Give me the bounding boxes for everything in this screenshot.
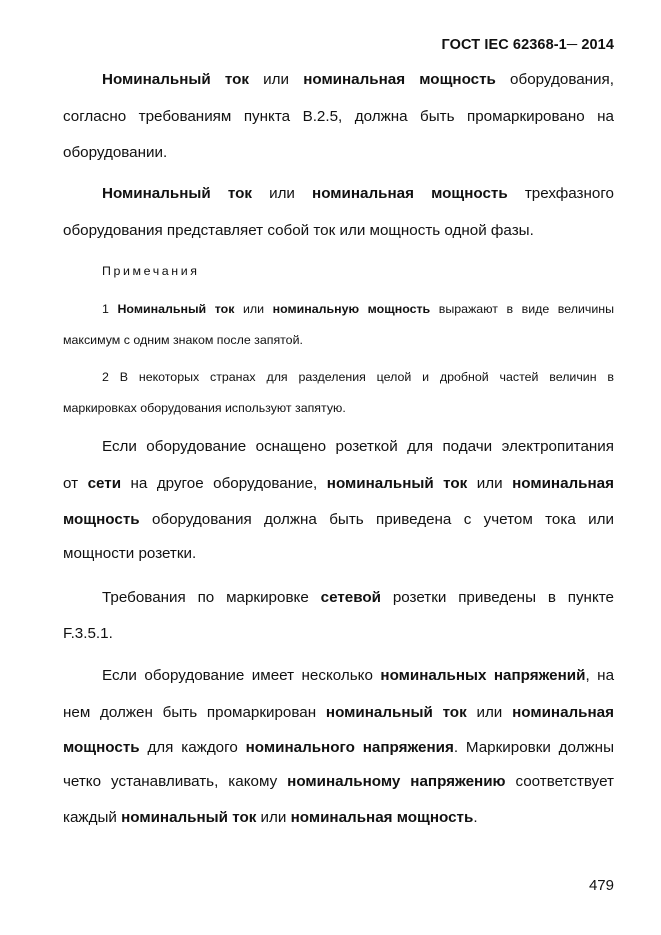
text-run: . Маркировки должны — [453, 739, 614, 756]
text-line — [63, 773, 614, 790]
text-line — [63, 302, 614, 316]
text-run: Если оборудование имеет несколько — [102, 667, 381, 684]
bold-term: номинальная — [512, 475, 614, 492]
text-run: оборудования представляет собой ток или мощность одной фазы. — [63, 222, 534, 239]
text-run: или — [466, 704, 513, 721]
text-run: максимум с одним знаком после запятой. — [63, 333, 303, 347]
text-run: или — [251, 185, 313, 202]
text-run: соответствует — [505, 773, 614, 790]
bold-term: номинальный ток — [326, 475, 468, 492]
text-line — [63, 333, 614, 347]
text-line — [63, 144, 614, 161]
bold-term: мощность — [63, 739, 140, 756]
bold-term: номинального напряжения — [245, 739, 454, 756]
text-run: нем должен быть промаркирован — [63, 704, 326, 721]
text-line — [63, 809, 614, 826]
text-line — [63, 475, 614, 492]
text-run: 1 — [102, 302, 118, 316]
text-run: F.3.5.1. — [63, 625, 113, 642]
document-header: ГОСТ IEC 62368-1─ 2014 — [441, 37, 614, 53]
note-1 — [63, 302, 614, 316]
text-run: 2 В некоторых странах для разделения целой и дробной частей величин в — [102, 370, 614, 384]
text-run: оборудовании. — [63, 144, 168, 161]
note-2 — [63, 370, 614, 384]
paragraph-mains-socket-line2 — [63, 625, 614, 642]
page-number: 479 — [588, 877, 614, 894]
paragraph-multiple-voltages-line5 — [63, 809, 614, 826]
paragraph-three-phase-line2 — [63, 222, 614, 239]
paragraph-multiple-voltages — [63, 667, 614, 684]
text-line — [63, 511, 614, 528]
text-run: или — [256, 809, 291, 826]
text-line — [63, 370, 614, 384]
bold-term: Номинальный ток — [117, 302, 235, 316]
text-line — [63, 625, 614, 642]
bold-term: номинальных напряжений — [380, 667, 586, 684]
paragraph-socket-outlet-line3 — [63, 511, 614, 528]
text-run: Если оборудование оснащено розеткой для подачи электропитания — [102, 438, 614, 455]
bold-term: номинальная мощность — [303, 71, 496, 88]
bold-term: номинальный ток — [121, 809, 257, 826]
text-line — [63, 222, 614, 239]
text-run: или — [467, 475, 513, 492]
text-run: Требования по маркировке — [102, 589, 321, 606]
bold-term: сети — [87, 475, 122, 492]
note-1-line2 — [63, 333, 614, 347]
paragraph-socket-outlet-line4 — [63, 545, 614, 562]
text-run: от — [63, 475, 88, 492]
paragraph-rated-current-marking-line3 — [63, 144, 614, 161]
paragraph-multiple-voltages-line3 — [63, 739, 614, 756]
text-line — [63, 545, 614, 562]
text-run: маркировках оборудования используют запятую. — [63, 401, 346, 415]
text-line — [63, 401, 614, 415]
text-run: . — [473, 809, 478, 826]
text-run: четко устанавливать, какому — [63, 773, 288, 790]
bold-term: номинальную мощность — [272, 302, 431, 316]
text-run: или — [234, 302, 273, 316]
bold-term: Номинальный ток — [102, 185, 252, 202]
paragraph-mains-socket — [63, 589, 614, 606]
bold-term: номинальная мощность — [312, 185, 508, 202]
paragraph-multiple-voltages-line4 — [63, 773, 614, 790]
bold-term: сетевой — [320, 589, 381, 606]
paragraph-socket-outlet-line2 — [63, 475, 614, 492]
bold-term: номинальная — [512, 704, 614, 721]
text-line — [63, 71, 614, 88]
bold-term: номинальный ток — [325, 704, 467, 721]
text-run: оборудования, — [495, 71, 614, 88]
text-line — [63, 589, 614, 606]
paragraph-rated-current-marking — [63, 71, 614, 88]
text-run: розетки приведены в пункте — [380, 589, 614, 606]
note-2-line2 — [63, 401, 614, 415]
text-run: , на — [585, 667, 615, 684]
text-run: для каждого — [139, 739, 246, 756]
text-run: выражают в виде величины — [430, 302, 615, 316]
text-run: мощности розетки. — [63, 545, 197, 562]
text-run: трехфазного — [507, 185, 614, 202]
text-line — [63, 108, 614, 125]
text-run: каждый — [63, 809, 122, 826]
bold-term: Номинальный ток — [102, 71, 249, 88]
text-line — [63, 667, 614, 684]
paragraph-three-phase — [63, 185, 614, 202]
bold-term: мощность — [63, 511, 140, 528]
text-run: на другое оборудование, — [121, 475, 327, 492]
text-run: или — [249, 71, 304, 88]
notes-heading — [63, 264, 614, 278]
paragraph-multiple-voltages-line2 — [63, 704, 614, 721]
text-line — [63, 438, 614, 455]
paragraph-rated-current-marking-line2 — [63, 108, 614, 125]
text-line — [63, 704, 614, 721]
text-line — [63, 185, 614, 202]
notes-heading-text: Примечания — [102, 264, 200, 278]
text-run: оборудования должна быть приведена с учетом тока или — [139, 511, 614, 528]
text-line — [63, 739, 614, 756]
paragraph-socket-outlet — [63, 438, 614, 455]
text-run: согласно требованиям пункта В.2.5, должна быть промаркировано на — [63, 108, 614, 125]
bold-term: номинальному напряжению — [287, 773, 506, 790]
bold-term: номинальная мощность — [290, 809, 474, 826]
